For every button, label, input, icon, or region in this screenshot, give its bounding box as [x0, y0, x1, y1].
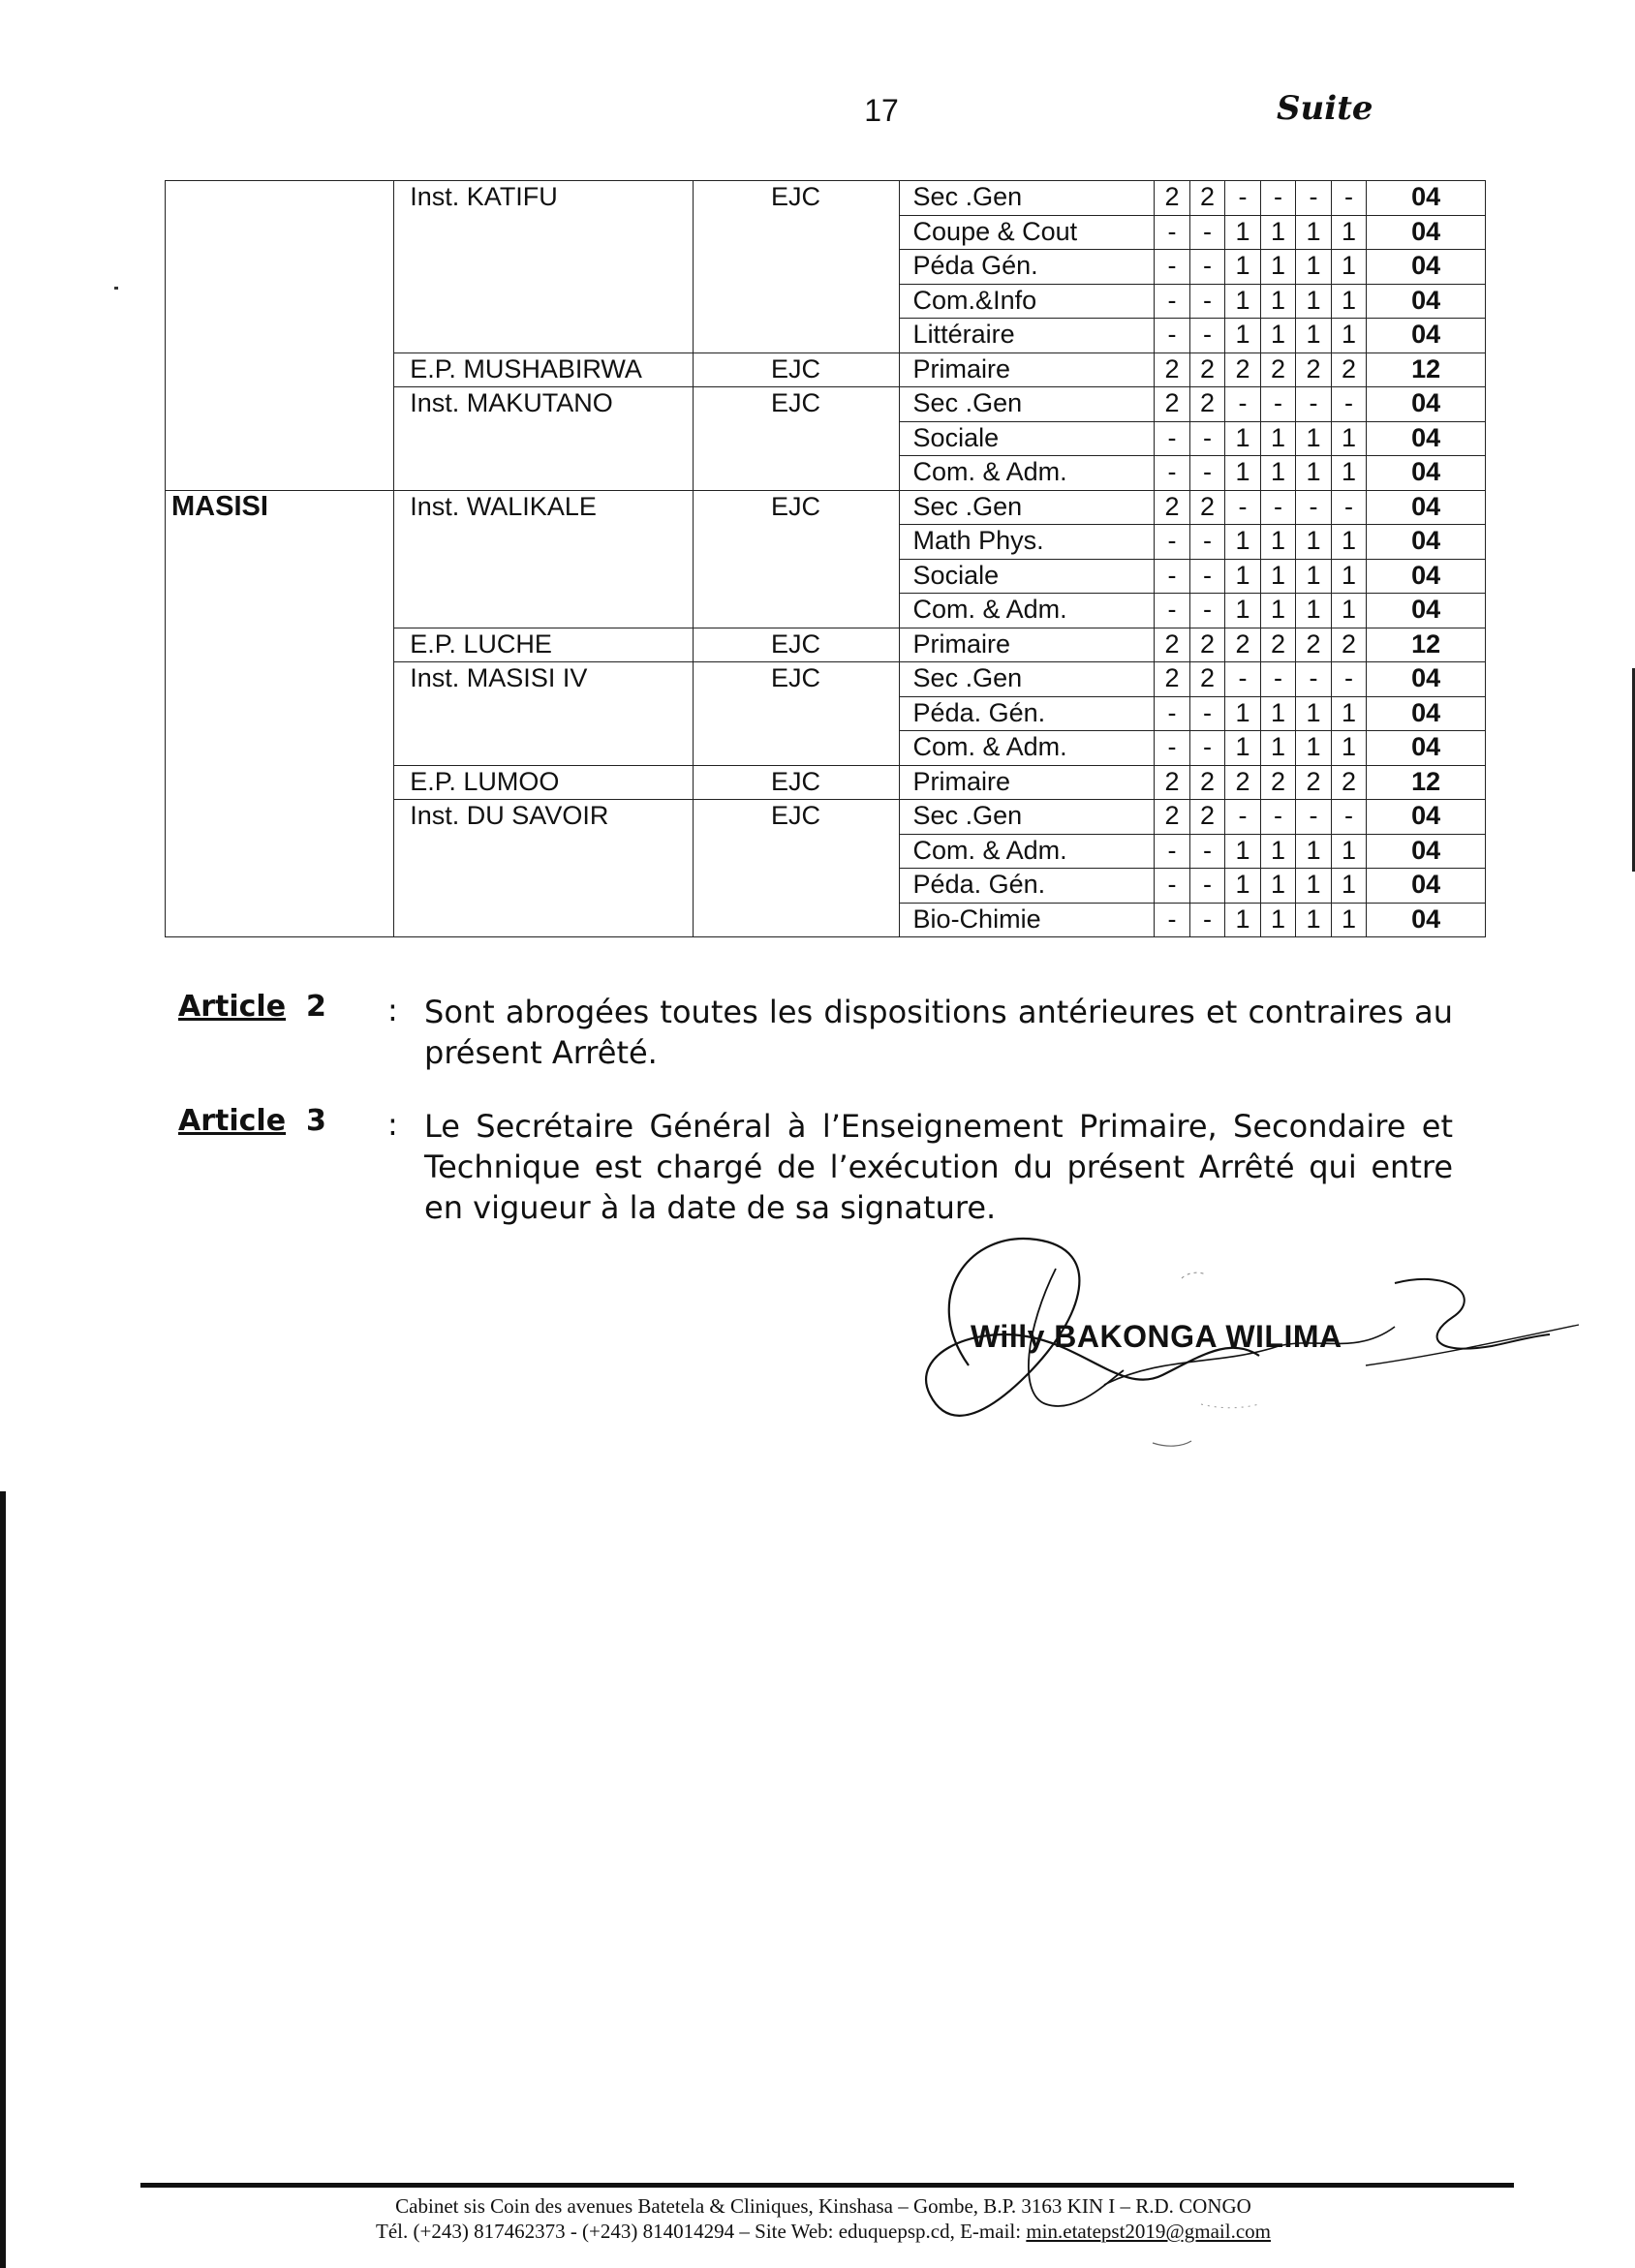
- article-3-text: Le Secrétaire Général à l’Enseignement Primaire, Secondaire et Technique est chargé de l’exécution du présent Arrêté qui entre en vigueur à la date de sa signature.: [424, 1108, 1453, 1226]
- regime-cell: EJC: [693, 490, 899, 628]
- section-cell: Sec .Gen: [899, 800, 1155, 835]
- class-count-cell: 1: [1260, 869, 1296, 904]
- article-2-label: [178, 990, 326, 1024]
- total-cell: 04: [1367, 696, 1486, 731]
- total-cell: 04: [1367, 250, 1486, 285]
- total-cell: 04: [1367, 284, 1486, 319]
- total-cell: 12: [1367, 628, 1486, 662]
- total-cell: 04: [1367, 662, 1486, 697]
- total-cell: 12: [1367, 765, 1486, 800]
- class-count-cell: -: [1189, 421, 1225, 456]
- footer-phone-web: Tél. (+243) 817462373 - (+243) 814014294 – Site Web: eduquepsp.cd, E-mail:: [376, 2220, 1027, 2243]
- handwritten-signature: [910, 1211, 1589, 1501]
- class-count-cell: -: [1260, 181, 1296, 216]
- class-count-cell: -: [1189, 594, 1225, 628]
- article-3-number: 3: [305, 1104, 326, 1138]
- section-cell: Coupe & Cout: [899, 215, 1155, 250]
- class-count-cell: -: [1189, 834, 1225, 869]
- signatory-name: Willy BAKONGA WILIMA: [971, 1319, 1342, 1354]
- class-count-cell: 1: [1225, 594, 1261, 628]
- class-count-cell: 1: [1260, 284, 1296, 319]
- class-count-cell: 1: [1331, 731, 1367, 766]
- section-cell: Sec .Gen: [899, 490, 1155, 525]
- class-count-cell: 1: [1260, 696, 1296, 731]
- class-count-cell: -: [1225, 387, 1261, 422]
- class-count-cell: -: [1331, 800, 1367, 835]
- continuation-mark: Suite: [1277, 89, 1373, 128]
- scan-edge-bar: [0, 1491, 6, 2268]
- class-count-cell: 2: [1225, 628, 1261, 662]
- class-count-cell: -: [1155, 215, 1190, 250]
- class-count-cell: 1: [1260, 559, 1296, 594]
- total-cell: 04: [1367, 559, 1486, 594]
- class-count-cell: -: [1260, 490, 1296, 525]
- class-count-cell: -: [1155, 594, 1190, 628]
- section-cell: Com. & Adm.: [899, 834, 1155, 869]
- class-count-cell: 1: [1225, 421, 1261, 456]
- class-count-cell: 1: [1296, 215, 1332, 250]
- total-cell: 04: [1367, 181, 1486, 216]
- regime-cell: EJC: [693, 628, 899, 662]
- class-count-cell: 2: [1260, 628, 1296, 662]
- total-cell: 04: [1367, 525, 1486, 560]
- class-count-cell: -: [1260, 387, 1296, 422]
- class-count-cell: -: [1189, 284, 1225, 319]
- section-cell: Péda Gén.: [899, 250, 1155, 285]
- total-cell: 04: [1367, 215, 1486, 250]
- footer-contacts: [194, 2220, 1453, 2244]
- class-count-cell: 1: [1296, 284, 1332, 319]
- class-count-cell: -: [1225, 181, 1261, 216]
- class-count-cell: -: [1189, 869, 1225, 904]
- class-count-cell: -: [1225, 662, 1261, 697]
- class-count-cell: 1: [1260, 215, 1296, 250]
- class-count-cell: -: [1260, 662, 1296, 697]
- school-cell: Inst. MASISI IV: [394, 662, 693, 766]
- class-count-cell: -: [1155, 869, 1190, 904]
- class-count-cell: 2: [1296, 765, 1332, 800]
- class-count-cell: -: [1155, 250, 1190, 285]
- table-body: [166, 181, 1486, 937]
- class-count-cell: -: [1331, 662, 1367, 697]
- total-cell: 04: [1367, 869, 1486, 904]
- regime-cell: EJC: [693, 662, 899, 766]
- section-cell: Sociale: [899, 421, 1155, 456]
- footer-email: min.etatepst2019@gmail.com: [1026, 2220, 1271, 2243]
- article-2-text: Sont abrogées toutes les dispositions antérieures et contraires au présent Arrêté.: [424, 994, 1453, 1071]
- section-cell: Sec .Gen: [899, 181, 1155, 216]
- class-count-cell: 2: [1155, 490, 1190, 525]
- class-count-cell: 2: [1155, 387, 1190, 422]
- class-count-cell: -: [1296, 490, 1332, 525]
- class-count-cell: 2: [1155, 181, 1190, 216]
- class-count-cell: 1: [1296, 731, 1332, 766]
- section-cell: Com.&Info: [899, 284, 1155, 319]
- class-count-cell: -: [1331, 387, 1367, 422]
- class-count-cell: 2: [1331, 765, 1367, 800]
- class-count-cell: 1: [1331, 421, 1367, 456]
- class-count-cell: 1: [1260, 525, 1296, 560]
- class-count-cell: 1: [1225, 284, 1261, 319]
- class-count-cell: 1: [1331, 869, 1367, 904]
- class-count-cell: 1: [1331, 903, 1367, 937]
- class-count-cell: -: [1189, 215, 1225, 250]
- total-cell: 04: [1367, 490, 1486, 525]
- class-count-cell: -: [1189, 903, 1225, 937]
- class-count-cell: 1: [1260, 421, 1296, 456]
- class-count-cell: 2: [1225, 352, 1261, 387]
- school-cell: Inst. WALIKALE: [394, 490, 693, 628]
- class-count-cell: 1: [1225, 869, 1261, 904]
- school-cell: Inst. DU SAVOIR: [394, 800, 693, 937]
- class-count-cell: 1: [1260, 319, 1296, 353]
- table-row: [166, 181, 1486, 216]
- total-cell: 04: [1367, 800, 1486, 835]
- class-count-cell: 1: [1225, 319, 1261, 353]
- class-count-cell: 1: [1296, 594, 1332, 628]
- territory-cell: MASISI: [166, 490, 394, 937]
- class-count-cell: 1: [1260, 731, 1296, 766]
- class-count-cell: 2: [1155, 800, 1190, 835]
- class-count-cell: -: [1155, 559, 1190, 594]
- total-cell: 12: [1367, 352, 1486, 387]
- class-count-cell: -: [1155, 284, 1190, 319]
- regime-cell: EJC: [693, 387, 899, 491]
- class-count-cell: -: [1331, 181, 1367, 216]
- class-count-cell: 1: [1331, 559, 1367, 594]
- class-count-cell: -: [1189, 731, 1225, 766]
- total-cell: 04: [1367, 903, 1486, 937]
- class-count-cell: 2: [1331, 628, 1367, 662]
- regime-cell: EJC: [693, 765, 899, 800]
- total-cell: 04: [1367, 387, 1486, 422]
- section-cell: Primaire: [899, 352, 1155, 387]
- class-count-cell: 1: [1225, 731, 1261, 766]
- class-count-cell: -: [1155, 696, 1190, 731]
- class-count-cell: 1: [1331, 215, 1367, 250]
- section-cell: Péda. Gén.: [899, 696, 1155, 731]
- school-cell: E.P. LUCHE: [394, 628, 693, 662]
- total-cell: 04: [1367, 731, 1486, 766]
- class-count-cell: -: [1155, 834, 1190, 869]
- class-count-cell: 1: [1225, 903, 1261, 937]
- class-count-cell: 2: [1225, 765, 1261, 800]
- total-cell: 04: [1367, 834, 1486, 869]
- section-cell: Primaire: [899, 765, 1155, 800]
- table-row: [166, 490, 1486, 525]
- regime-cell: EJC: [693, 181, 899, 353]
- class-count-cell: -: [1225, 490, 1261, 525]
- class-count-cell: 1: [1331, 250, 1367, 285]
- section-cell: Sec .Gen: [899, 387, 1155, 422]
- school-cell: Inst. MAKUTANO: [394, 387, 693, 491]
- class-count-cell: -: [1225, 800, 1261, 835]
- school-cell: Inst. KATIFU: [394, 181, 693, 353]
- class-count-cell: 1: [1331, 525, 1367, 560]
- class-count-cell: 2: [1296, 628, 1332, 662]
- class-count-cell: 2: [1189, 490, 1225, 525]
- section-cell: Primaire: [899, 628, 1155, 662]
- class-count-cell: 2: [1189, 800, 1225, 835]
- class-count-cell: 2: [1189, 765, 1225, 800]
- regime-cell: EJC: [693, 800, 899, 937]
- total-cell: 04: [1367, 456, 1486, 491]
- article-3-word: Article: [178, 1104, 287, 1138]
- class-count-cell: 1: [1331, 319, 1367, 353]
- class-count-cell: 2: [1189, 181, 1225, 216]
- class-count-cell: 1: [1296, 250, 1332, 285]
- class-count-cell: 2: [1260, 765, 1296, 800]
- class-count-cell: -: [1155, 525, 1190, 560]
- section-cell: Com. & Adm.: [899, 594, 1155, 628]
- footer-address: Cabinet sis Coin des avenues Batetela & Cliniques, Kinshasa – Gombe, B.P. 3163 KIN I – R.D. CONGO: [395, 2194, 1251, 2218]
- class-count-cell: 1: [1296, 903, 1332, 937]
- class-count-cell: 1: [1225, 215, 1261, 250]
- section-cell: Math Phys.: [899, 525, 1155, 560]
- class-count-cell: 1: [1331, 284, 1367, 319]
- class-count-cell: 1: [1296, 834, 1332, 869]
- school-cell: E.P. MUSHABIRWA: [394, 352, 693, 387]
- article-3-label: [178, 1104, 326, 1138]
- class-count-cell: 2: [1189, 352, 1225, 387]
- class-count-cell: 1: [1225, 525, 1261, 560]
- article-2-colon: :: [387, 992, 398, 1028]
- class-count-cell: -: [1189, 696, 1225, 731]
- class-count-cell: -: [1155, 456, 1190, 491]
- article-2-number: 2: [305, 990, 326, 1024]
- article-3-colon: :: [387, 1106, 398, 1143]
- class-count-cell: -: [1189, 250, 1225, 285]
- total-cell: 04: [1367, 594, 1486, 628]
- class-count-cell: -: [1331, 490, 1367, 525]
- section-cell: Bio-Chimie: [899, 903, 1155, 937]
- class-count-cell: 2: [1189, 387, 1225, 422]
- class-count-cell: -: [1155, 731, 1190, 766]
- scan-speck: [114, 287, 118, 290]
- class-count-cell: 1: [1296, 869, 1332, 904]
- class-count-cell: 1: [1260, 594, 1296, 628]
- class-count-cell: 1: [1331, 594, 1367, 628]
- class-count-cell: 2: [1189, 628, 1225, 662]
- section-cell: Com. & Adm.: [899, 731, 1155, 766]
- class-count-cell: 2: [1155, 352, 1190, 387]
- class-count-cell: 1: [1296, 319, 1332, 353]
- class-count-cell: -: [1155, 421, 1190, 456]
- class-count-cell: 2: [1155, 765, 1190, 800]
- class-count-cell: -: [1296, 800, 1332, 835]
- class-count-cell: 1: [1296, 559, 1332, 594]
- class-count-cell: 2: [1189, 662, 1225, 697]
- class-count-cell: 1: [1225, 559, 1261, 594]
- total-cell: 04: [1367, 319, 1486, 353]
- class-count-cell: 2: [1155, 628, 1190, 662]
- class-count-cell: -: [1296, 181, 1332, 216]
- class-count-cell: -: [1296, 662, 1332, 697]
- total-cell: 04: [1367, 421, 1486, 456]
- class-count-cell: 1: [1296, 421, 1332, 456]
- class-count-cell: 1: [1296, 696, 1332, 731]
- class-count-cell: -: [1189, 319, 1225, 353]
- section-cell: Com. & Adm.: [899, 456, 1155, 491]
- class-count-cell: -: [1296, 387, 1332, 422]
- territory-cell-empty: [166, 181, 394, 491]
- class-count-cell: -: [1189, 525, 1225, 560]
- class-count-cell: 1: [1331, 834, 1367, 869]
- class-count-cell: -: [1189, 456, 1225, 491]
- class-count-cell: 2: [1260, 352, 1296, 387]
- class-count-cell: 1: [1260, 456, 1296, 491]
- class-count-cell: 1: [1296, 525, 1332, 560]
- section-cell: Sociale: [899, 559, 1155, 594]
- allocation-table: [165, 180, 1486, 937]
- class-count-cell: -: [1155, 903, 1190, 937]
- class-count-cell: 1: [1225, 834, 1261, 869]
- footer-divider: [140, 2183, 1514, 2188]
- class-count-cell: 1: [1331, 696, 1367, 731]
- class-count-cell: -: [1189, 559, 1225, 594]
- class-count-cell: 1: [1225, 696, 1261, 731]
- class-count-cell: 1: [1260, 903, 1296, 937]
- school-cell: E.P. LUMOO: [394, 765, 693, 800]
- class-count-cell: 1: [1260, 250, 1296, 285]
- section-cell: Sec .Gen: [899, 662, 1155, 697]
- article-2-word: Article: [178, 990, 287, 1024]
- class-count-cell: 2: [1331, 352, 1367, 387]
- class-count-cell: -: [1260, 800, 1296, 835]
- class-count-cell: 1: [1331, 456, 1367, 491]
- class-count-cell: -: [1155, 319, 1190, 353]
- class-count-cell: 1: [1296, 456, 1332, 491]
- regime-cell: EJC: [693, 352, 899, 387]
- class-count-cell: 1: [1225, 456, 1261, 491]
- class-count-cell: 2: [1155, 662, 1190, 697]
- class-count-cell: 1: [1260, 834, 1296, 869]
- section-cell: Littéraire: [899, 319, 1155, 353]
- class-count-cell: 1: [1225, 250, 1261, 285]
- section-cell: Péda. Gén.: [899, 869, 1155, 904]
- page-number: 17: [864, 93, 899, 128]
- class-count-cell: 2: [1296, 352, 1332, 387]
